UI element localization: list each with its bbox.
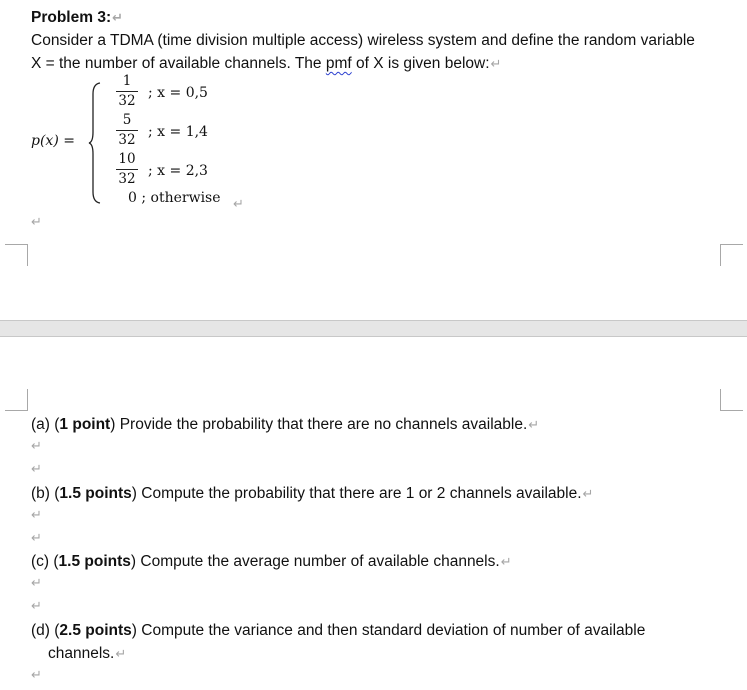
- paragraph-mark-icon: ↵: [31, 507, 42, 522]
- question-text: ) Compute the probability that there are 1 or 2 channels available.: [131, 485, 582, 502]
- question-label: (b) (: [31, 485, 60, 502]
- spellcheck-word[interactable]: pmf: [325, 55, 352, 72]
- condition-otherwise: [128, 190, 221, 206]
- question-points: 2.5 points: [59, 622, 132, 639]
- fraction-2: [116, 113, 138, 148]
- left-brace-icon: [88, 82, 102, 204]
- question-text: ) Provide the probability that there are no channels available.: [110, 416, 528, 433]
- numerator: 5: [122, 112, 132, 128]
- paragraph-mark-icon: ↵: [31, 438, 42, 453]
- paragraph-mark-icon: ↵: [31, 461, 42, 476]
- fraction-3: [116, 152, 138, 187]
- condition-2: ; x = 1,4: [148, 124, 208, 140]
- paragraph-mark-icon: ↵: [31, 598, 42, 613]
- intro-line-1: Consider a TDMA (time division multiple access) wireless system and define the random variable: [31, 32, 695, 49]
- page-corner-mark: [5, 244, 28, 266]
- otherwise-value: 0: [128, 190, 137, 206]
- page-corner-mark: [720, 389, 743, 411]
- question-text: channels.: [48, 645, 115, 662]
- paragraph-mark-icon: ↵: [490, 56, 502, 71]
- paragraph-mark-icon: ↵: [31, 214, 42, 229]
- fraction-bar: [116, 130, 138, 131]
- paragraph-mark-icon: ↵: [31, 575, 42, 590]
- intro-text: X = the number of available channels. The: [31, 55, 326, 72]
- pmf-lhs: [31, 133, 75, 149]
- question-text: ) Compute the variance and then standard deviation of number of available: [131, 622, 646, 639]
- question-points: 1 point: [59, 416, 111, 433]
- problem-title: [31, 8, 123, 28]
- paragraph-mark-icon: ↵: [582, 486, 594, 501]
- question-a: [31, 415, 539, 435]
- denominator: 32: [118, 132, 136, 148]
- fraction-bar: [116, 91, 138, 92]
- intro-text-end: of X is given below:: [351, 55, 490, 72]
- question-points: 1.5 points: [58, 553, 131, 570]
- paragraph-mark-icon: ↵: [31, 667, 42, 682]
- page-corner-mark: [720, 244, 743, 266]
- question-points: 1.5 points: [59, 485, 132, 502]
- question-label: (d) (: [31, 622, 60, 639]
- paragraph-mark-icon: ↵: [112, 10, 124, 25]
- denominator: 32: [118, 93, 136, 109]
- otherwise-text: ; otherwise: [141, 190, 221, 206]
- problem-title-text: Problem 3:: [31, 9, 112, 26]
- question-label: (a) (: [31, 416, 60, 433]
- fraction-bar: [116, 169, 138, 170]
- page-corner-mark: [5, 389, 28, 411]
- paragraph-mark-icon: ↵: [233, 196, 244, 211]
- paragraph-mark-icon: ↵: [500, 554, 512, 569]
- paragraph-mark-icon: ↵: [31, 530, 42, 545]
- page-break-gap: [0, 320, 747, 337]
- paragraph-mark-icon: ↵: [115, 646, 127, 661]
- question-c: [31, 552, 512, 572]
- pmf-lhs-text: p(x) =: [31, 133, 75, 149]
- condition-1: ; x = 0,5: [148, 85, 208, 101]
- question-b: [31, 484, 593, 504]
- numerator: 1: [122, 73, 132, 89]
- question-d: [31, 621, 645, 641]
- fraction-1: [116, 74, 138, 109]
- denominator: 32: [118, 171, 136, 187]
- question-label: (c) (: [31, 553, 59, 570]
- question-text: ) Compute the average number of available channels.: [130, 553, 500, 570]
- paragraph-mark-icon: ↵: [528, 417, 540, 432]
- intro-line-2: [31, 54, 501, 74]
- question-d-continuation: [48, 644, 126, 664]
- numerator: 10: [118, 151, 136, 167]
- condition-3: ; x = 2,3: [148, 163, 208, 179]
